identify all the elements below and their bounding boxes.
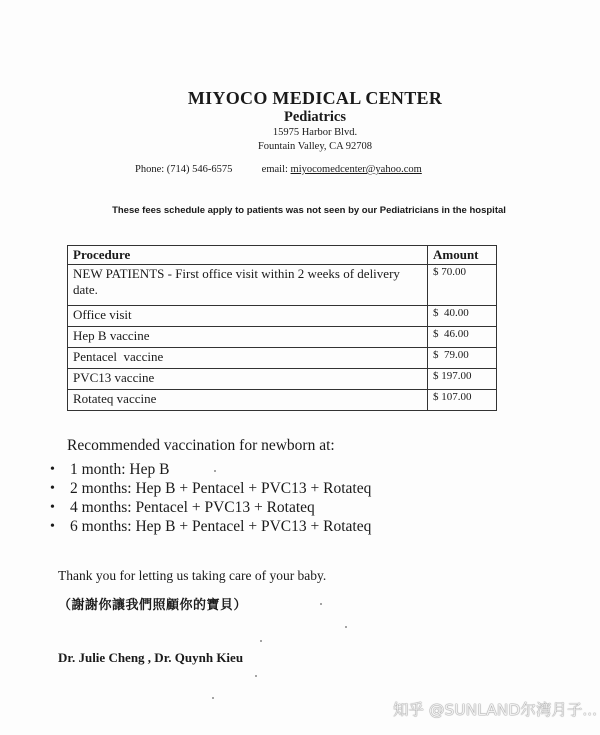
procedure-cell: Hep B vaccine	[68, 327, 428, 348]
procedure-cell: NEW PATIENTS - First office visit within 2 weeks of delivery date.	[68, 265, 428, 306]
scan-speck	[212, 697, 214, 699]
contact-line	[135, 164, 422, 175]
amount-cell: $ 197.00	[428, 369, 497, 390]
bullet-icon: •	[50, 519, 55, 534]
scan-speck	[255, 675, 257, 677]
thank-you-text: Thank you for letting us taking care of your baby.	[58, 568, 327, 583]
procedure-cell: Office visit	[68, 306, 428, 327]
table-row	[68, 369, 497, 390]
procedure-cell: Rotateq vaccine	[68, 390, 428, 411]
table-header-row	[68, 246, 497, 265]
table-row	[68, 348, 497, 369]
doctor-names: Dr. Julie Cheng , Dr. Quynh Kieu	[58, 650, 244, 665]
fee-table	[67, 245, 497, 411]
scan-speck	[345, 626, 347, 628]
address-line-1: 15975 Harbor Blvd.	[272, 127, 358, 138]
clinic-name: MIYOCO MEDICAL CENTER	[187, 88, 443, 108]
bullet-icon: •	[50, 481, 55, 496]
email-link[interactable]: miyocomedcenter@yahoo.com	[290, 164, 422, 175]
fee-schedule-note: These fees schedule apply to patients was not seen by our Pediatricians in the hospital	[112, 205, 506, 216]
table-row	[68, 390, 497, 411]
amount-cell: $ 46.00	[428, 327, 497, 348]
procedure-cell: Pentacel vaccine	[68, 348, 428, 369]
table-row	[68, 265, 497, 306]
address-line-2: Fountain Valley, CA 92708	[257, 141, 373, 152]
email-label: email:	[261, 164, 291, 175]
bullet-icon: •	[50, 500, 55, 515]
phone: Phone: (714) 546-6575	[135, 164, 233, 175]
thank-you-chinese: （謝謝你讓我們照顧你的寶貝）	[58, 598, 248, 613]
list-item: • 4 months: Pentacel + PVC13 + Rotateq	[50, 499, 315, 516]
watermark: 知乎 @SUNLAND尔湾月子...	[393, 701, 598, 719]
amount-cell: $ 107.00	[428, 390, 497, 411]
amount-cell: $ 79.00	[428, 348, 497, 369]
table-row	[68, 306, 497, 327]
scan-speck	[214, 470, 216, 472]
list-item: • 6 months: Hep B + Pentacel + PVC13 + Rotateq	[50, 518, 372, 535]
recommendation-heading: Recommended vaccination for newborn at:	[67, 437, 335, 454]
department-name: Pediatrics	[283, 109, 346, 125]
column-header-amount: Amount	[428, 246, 497, 265]
column-header-procedure: Procedure	[68, 246, 428, 265]
vaccination-list	[48, 460, 371, 536]
list-item: • 1 month: Hep B	[50, 461, 170, 478]
amount-cell: $ 70.00	[428, 265, 497, 306]
procedure-cell: PVC13 vaccine	[68, 369, 428, 390]
table-row	[68, 327, 497, 348]
bullet-icon: •	[50, 462, 55, 477]
amount-cell: $ 40.00	[428, 306, 497, 327]
scan-speck	[320, 603, 322, 605]
scan-speck	[260, 640, 262, 642]
list-item: • 2 months: Hep B + Pentacel + PVC13 + Rotateq	[50, 480, 372, 497]
